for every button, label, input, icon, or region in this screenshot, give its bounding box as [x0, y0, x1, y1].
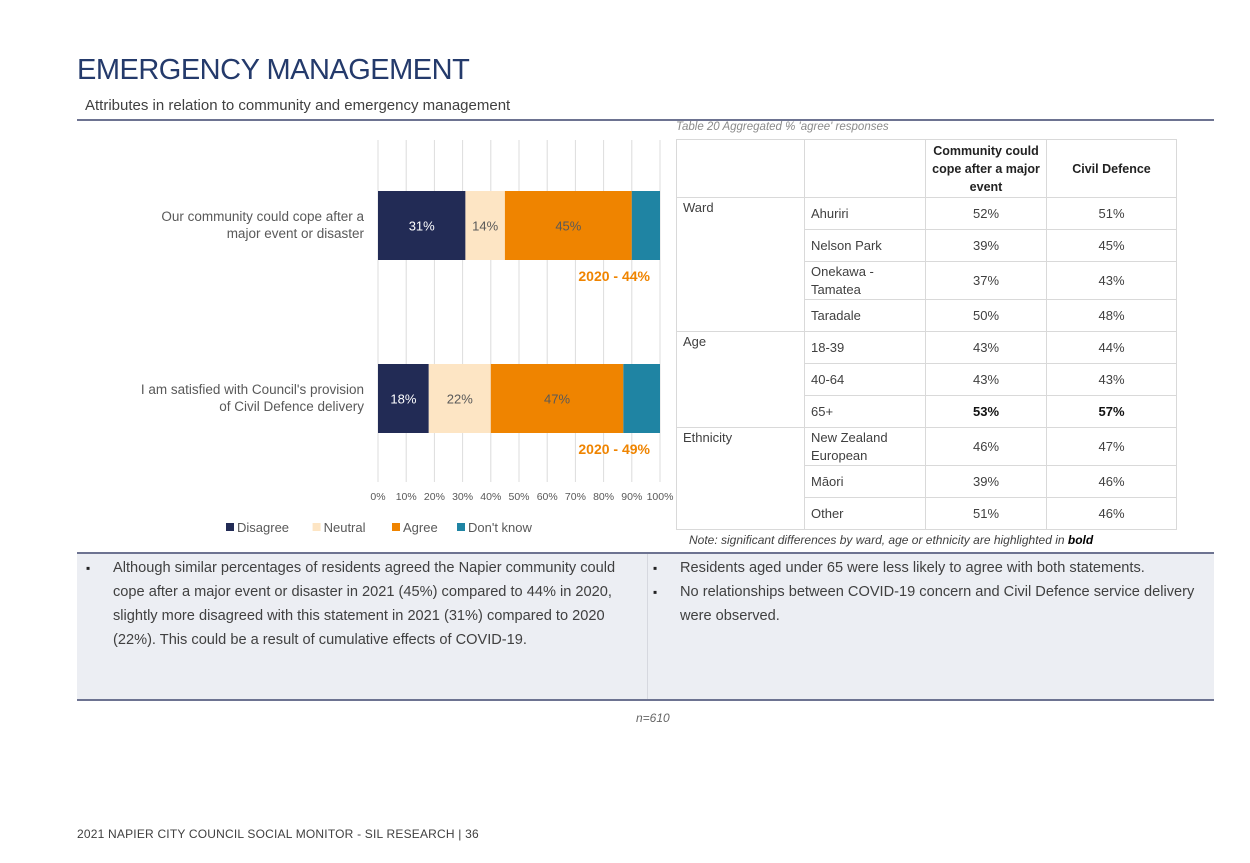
table-header-cell	[677, 140, 805, 198]
x-tick-label: 50%	[508, 491, 530, 503]
data-label: 31%	[408, 218, 435, 234]
cell-community: 39%	[926, 230, 1047, 262]
cell-community: 37%	[926, 262, 1047, 300]
cell-civil-defence: 51%	[1047, 198, 1177, 230]
page-subtitle: Attributes in relation to community and emergency management	[85, 97, 511, 114]
cell-community: 46%	[926, 428, 1047, 466]
category-label: I am satisfied with Council's provision	[140, 382, 364, 397]
row-label: Ahuriri	[805, 198, 926, 230]
data-label: 47%	[544, 391, 571, 407]
cell-community-significant: 53%	[926, 396, 1047, 428]
commentary-bullet: ▪ Although similar percentages of residents agreed the Napier community could cope after a major event or disaster in 2021 (45%) compared to 44% in 2020, slightly more disagreed with this statement in 2021 (31%) compared to 2020 (22%). This could be a result of cumulative effects of COVID-19.	[83, 556, 631, 652]
cell-community: 51%	[926, 498, 1047, 530]
row-label: Taradale	[805, 300, 926, 332]
row-label: Māori	[805, 466, 926, 498]
table-note-text: Note: significant differences by ward, age or ethnicity are highlighted in	[689, 533, 1068, 547]
row-label: Nelson Park	[805, 230, 926, 262]
cell-civil-defence: 46%	[1047, 498, 1177, 530]
table-header-row	[677, 140, 1177, 198]
x-tick-label: 30%	[452, 491, 474, 503]
x-tick-label: 80%	[593, 491, 615, 503]
bar-segment	[623, 364, 660, 433]
category-label: Our community could cope after a	[161, 209, 364, 224]
legend-swatch	[313, 523, 321, 531]
table-row	[677, 428, 1177, 466]
commentary-bullet: ▪ Residents aged under 65 were less likely to agree with both statements.	[650, 556, 1206, 580]
table-header-civil-defence: Civil Defence	[1047, 140, 1177, 198]
cell-community: 43%	[926, 364, 1047, 396]
row-label: Other	[805, 498, 926, 530]
x-tick-label: 20%	[423, 491, 445, 503]
x-tick-label: 70%	[564, 491, 586, 503]
table-row	[677, 332, 1177, 364]
data-label: 22%	[446, 391, 473, 407]
x-tick-label: 10%	[395, 491, 417, 503]
category-label: major event or disaster	[226, 226, 364, 241]
table-header-community: Community could cope after a major event	[926, 140, 1047, 198]
cell-civil-defence: 43%	[1047, 364, 1177, 396]
page-title: EMERGENCY MANAGEMENT	[77, 54, 470, 86]
cell-civil-defence-significant: 57%	[1047, 396, 1177, 428]
agree-responses-table	[676, 139, 1177, 530]
commentary-column-divider	[647, 554, 648, 699]
table-caption: Table 20 Aggregated % 'agree' responses	[676, 121, 889, 133]
top-divider	[77, 119, 1214, 121]
row-label: 65+	[805, 396, 926, 428]
row-label: 18-39	[805, 332, 926, 364]
legend-swatch	[392, 523, 400, 531]
legend-label: Agree	[403, 520, 438, 535]
cell-civil-defence: 46%	[1047, 466, 1177, 498]
table-header-cell	[805, 140, 926, 198]
x-tick-label: 60%	[536, 491, 558, 503]
cell-community: 52%	[926, 198, 1047, 230]
cell-civil-defence: 43%	[1047, 262, 1177, 300]
x-tick-label: 40%	[480, 491, 502, 503]
cell-civil-defence: 45%	[1047, 230, 1177, 262]
legend-label: Neutral	[323, 520, 366, 535]
legend-swatch	[457, 523, 465, 531]
cell-community: 50%	[926, 300, 1047, 332]
commentary-bullet: ▪ No relationships between COVID-19 concern and Civil Defence service delivery were observed.	[650, 580, 1206, 628]
table-note-bold: bold	[1067, 533, 1094, 547]
legend-swatch	[226, 523, 234, 531]
row-label: 40-64	[805, 364, 926, 396]
table-row	[677, 198, 1177, 230]
stacked-bar-chart	[78, 132, 674, 549]
data-label: 18%	[390, 391, 417, 407]
cell-community: 39%	[926, 466, 1047, 498]
data-label: 45%	[555, 218, 582, 234]
cell-civil-defence: 44%	[1047, 332, 1177, 364]
legend-label: Don't know	[468, 520, 532, 535]
cell-community: 43%	[926, 332, 1047, 364]
sample-size: n=610	[636, 711, 670, 725]
bottom-divider	[77, 699, 1214, 701]
annotation-2020: 2020 - 44%	[578, 268, 650, 284]
cell-civil-defence: 48%	[1047, 300, 1177, 332]
row-label: Onekawa - Tamatea	[805, 262, 926, 300]
annotation-2020: 2020 - 49%	[578, 441, 650, 457]
page-footer: 2021 NAPIER CITY COUNCIL SOCIAL MONITOR - SIL RESEARCH | 36	[77, 827, 479, 841]
x-tick-label: 90%	[621, 491, 643, 503]
category-label: of Civil Defence delivery	[219, 399, 364, 414]
commentary-right	[650, 556, 1206, 628]
group-label-age: Age	[677, 332, 805, 428]
data-label: 14%	[472, 218, 499, 234]
commentary-left	[83, 556, 631, 652]
legend-label: Disagree	[237, 520, 290, 535]
group-label-ethnicity: Ethnicity	[677, 428, 805, 530]
bar-segment	[632, 191, 660, 260]
table-note	[689, 533, 1093, 547]
x-tick-label: 0%	[370, 491, 386, 503]
chart-svg	[78, 132, 674, 544]
row-label: New Zealand European	[805, 428, 926, 466]
cell-civil-defence: 47%	[1047, 428, 1177, 466]
group-label-ward: Ward	[677, 198, 805, 332]
x-tick-label: 100%	[646, 491, 674, 503]
